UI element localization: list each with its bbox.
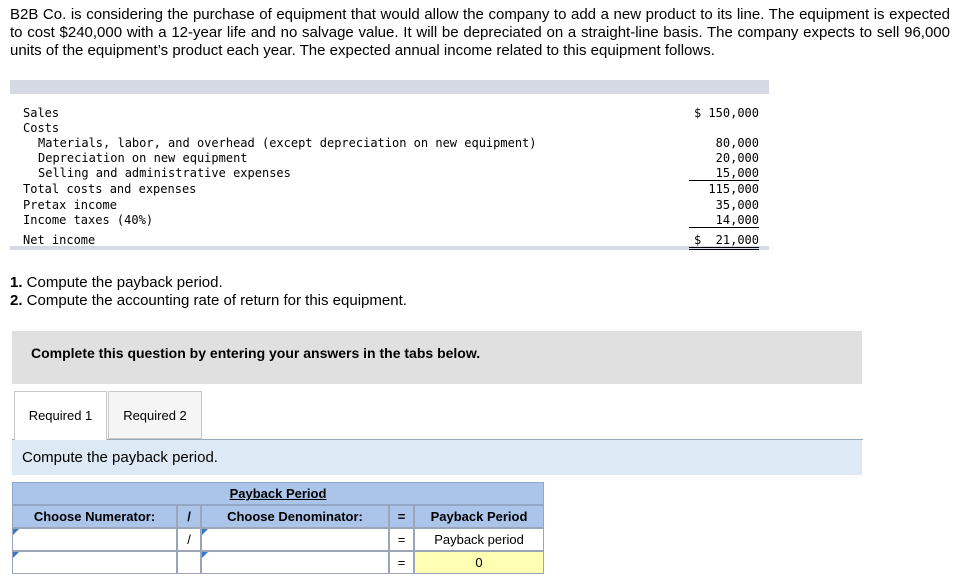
instructions-banner: Complete this question by entering your answers in the tabs below. (12, 331, 862, 384)
taxes-row (10, 213, 769, 228)
depreciation-row (10, 151, 769, 166)
total-costs-label: Total costs and expenses (23, 182, 197, 196)
result-header: Payback Period (414, 505, 544, 528)
costs-label: Costs (23, 121, 60, 135)
materials-label: Materials, labor, and overhead (except depreciation on new equipment) (38, 136, 537, 150)
pretax-label: Pretax income (23, 198, 117, 212)
question-1-number: 1. (10, 274, 23, 291)
payback-period-table (12, 482, 544, 574)
total-costs-amount: 115,000 (708, 182, 759, 196)
divide-header: / (177, 505, 201, 528)
net-income-amount: $ 21,000 (689, 233, 759, 250)
dropdown-marker-icon (202, 552, 208, 558)
question-1 (10, 274, 407, 292)
net-income-label: Net income (23, 233, 96, 247)
payback-table-title: Payback Period (12, 482, 544, 505)
selling-row (10, 166, 769, 181)
materials-amount: 80,000 (715, 136, 759, 150)
sales-row (10, 106, 769, 121)
dropdown-marker-icon (13, 552, 19, 558)
tab-required-2[interactable]: Required 2 (108, 391, 202, 439)
numerator-select-row1[interactable] (12, 528, 177, 551)
taxes-amount: 14,000 (689, 213, 759, 228)
denominator-input-row2[interactable] (201, 551, 389, 574)
denominator-header: Choose Denominator: (201, 505, 389, 528)
selling-label: Selling and administrative expenses (38, 166, 291, 180)
income-statement (10, 80, 769, 250)
equals-symbol-row1: = (389, 528, 414, 551)
equals-symbol-row2: = (389, 551, 414, 574)
tab-panel-prompt: Compute the payback period. (12, 440, 862, 475)
costs-row (10, 121, 769, 136)
divide-symbol-row2 (177, 551, 201, 574)
sales-label: Sales (23, 106, 60, 120)
sales-amount: $ 150,000 (693, 106, 759, 120)
net-income-row (10, 233, 769, 248)
selling-amount: 15,000 (689, 166, 759, 181)
denominator-select-row1[interactable] (201, 528, 389, 551)
dropdown-marker-icon (13, 529, 19, 535)
question-2 (10, 292, 407, 310)
result-label-row1: Payback period (414, 528, 544, 551)
numerator-input-row2[interactable] (12, 551, 177, 574)
total-costs-row (10, 182, 769, 197)
question-list (10, 274, 407, 310)
numerator-header: Choose Numerator: (12, 505, 177, 528)
pretax-amount: 35,000 (715, 198, 759, 212)
depreciation-amount: 20,000 (715, 151, 759, 165)
question-1-text: Compute the payback period. (22, 274, 223, 291)
divide-symbol-row1: / (177, 528, 201, 551)
question-2-number: 2. (10, 292, 23, 309)
problem-description: B2B Co. is considering the purchase of equipment that would allow the company to add a new product to its line. The equipment is expected to cost $240,000 with a 12-year life and no salvage value. It will be depreciated on a straight-line basis. The company expects to sell 96,000 units of the equipment’s product each year. The expected annual income related to this equipment follows. (10, 6, 950, 59)
equals-header: = (389, 505, 414, 528)
dropdown-marker-icon (202, 529, 208, 535)
payback-period-result: 0 (414, 551, 544, 574)
tab-required-1[interactable]: Required 1 (14, 391, 107, 440)
pretax-row (10, 198, 769, 213)
taxes-label: Income taxes (40%) (23, 213, 154, 227)
materials-row (10, 136, 769, 151)
depreciation-label: Depreciation on new equipment (38, 151, 248, 165)
question-2-text: Compute the accounting rate of return for this equipment. (22, 292, 407, 309)
